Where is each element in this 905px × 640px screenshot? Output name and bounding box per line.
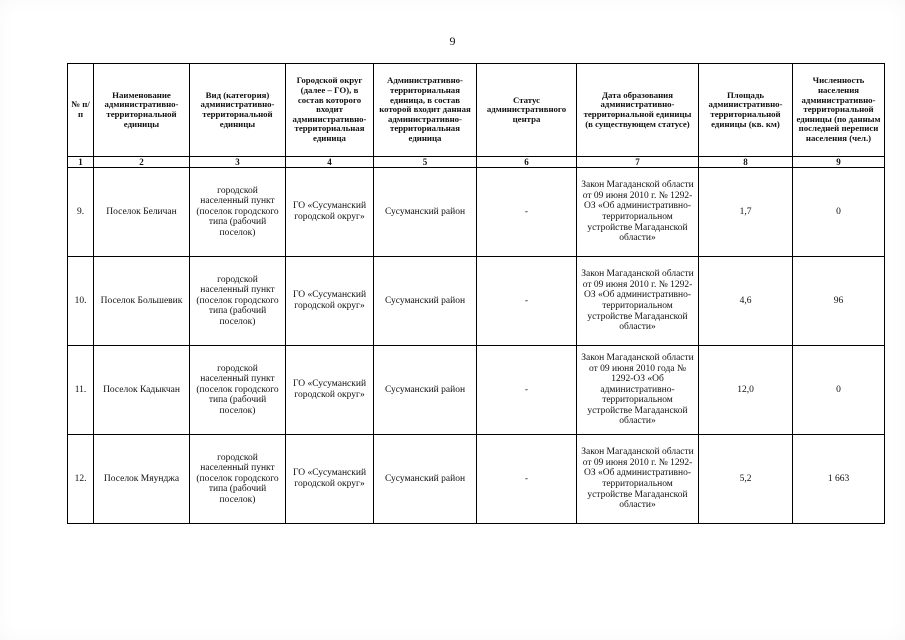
column-number: 5 bbox=[374, 157, 477, 168]
admin-center-status: - bbox=[477, 435, 577, 524]
row-number: 12. bbox=[68, 435, 94, 524]
header-parent-unit: Административно-территориальная единица, в состав которой входит данная административно-территориальная единица bbox=[374, 64, 477, 157]
admin-center-status: - bbox=[477, 257, 577, 346]
population-value: 0 bbox=[793, 346, 885, 435]
header-row bbox=[68, 64, 885, 157]
table-row bbox=[68, 257, 885, 346]
column-numbers-row bbox=[68, 157, 885, 168]
column-number: 1 bbox=[68, 157, 94, 168]
header-city-district: Городской округ (далее – ГО), в состав которого входит административно-территориальная единица bbox=[286, 64, 374, 157]
area-value: 1,7 bbox=[699, 168, 793, 257]
header-number: № п/п bbox=[68, 64, 94, 157]
parent-unit: Сусуманский район bbox=[374, 435, 477, 524]
table-row bbox=[68, 346, 885, 435]
unit-name: Поселок Беличан bbox=[94, 168, 190, 257]
row-number: 9. bbox=[68, 168, 94, 257]
area-value: 5,2 bbox=[699, 435, 793, 524]
city-district: ГО «Сусуманский городской округ» bbox=[286, 168, 374, 257]
territorial-units-table bbox=[67, 63, 885, 524]
header-name: Наименование административно-территориальной единицы bbox=[94, 64, 190, 157]
header-formation-date: Дата образования административно-территориальной единицы (в существующем статусе) bbox=[577, 64, 699, 157]
admin-center-status: - bbox=[477, 168, 577, 257]
population-value: 96 bbox=[793, 257, 885, 346]
unit-name: Поселок Большевик bbox=[94, 257, 190, 346]
parent-unit: Сусуманский район bbox=[374, 168, 477, 257]
header-population: Численность населения административно-территориальной единицы (по данным последней переписи населения (чел.) bbox=[793, 64, 885, 157]
column-number: 9 bbox=[793, 157, 885, 168]
table-row bbox=[68, 168, 885, 257]
city-district: ГО «Сусуманский городской округ» bbox=[286, 257, 374, 346]
header-admin-center-status: Статус административного центра bbox=[477, 64, 577, 157]
column-number: 6 bbox=[477, 157, 577, 168]
formation-date: Закон Магаданской области от 09 июня 2010 г. № 1292-ОЗ «Об административно-территориальном устройстве Магаданской области» bbox=[577, 435, 699, 524]
column-number: 7 bbox=[577, 157, 699, 168]
admin-center-status: - bbox=[477, 346, 577, 435]
city-district: ГО «Сусуманский городской округ» bbox=[286, 346, 374, 435]
unit-category: городской населенный пункт (поселок городского типа (рабочий поселок) bbox=[190, 346, 286, 435]
parent-unit: Сусуманский район bbox=[374, 257, 477, 346]
column-number: 4 bbox=[286, 157, 374, 168]
area-value: 12,0 bbox=[699, 346, 793, 435]
unit-category: городской населенный пункт (поселок городского типа (рабочий поселок) bbox=[190, 168, 286, 257]
population-value: 0 bbox=[793, 168, 885, 257]
column-number: 8 bbox=[699, 157, 793, 168]
unit-category: городской населенный пункт (поселок городского типа (рабочий поселок) bbox=[190, 257, 286, 346]
table-row bbox=[68, 435, 885, 524]
header-area: Площадь административно-территориальной единицы (кв. км) bbox=[699, 64, 793, 157]
area-value: 4,6 bbox=[699, 257, 793, 346]
formation-date: Закон Магаданской области от 09 июня 2010 года № 1292-ОЗ «Об административно-территориальном устройстве Магаданской области» bbox=[577, 346, 699, 435]
formation-date: Закон Магаданской области от 09 июня 2010 г. № 1292-ОЗ «Об административно-территориальном устройстве Магаданской области» bbox=[577, 168, 699, 257]
population-value: 1 663 bbox=[793, 435, 885, 524]
unit-category: городской населенный пункт (поселок городского типа (рабочий поселок) bbox=[190, 435, 286, 524]
row-number: 11. bbox=[68, 346, 94, 435]
unit-name: Поселок Кадыкчан bbox=[94, 346, 190, 435]
column-number: 3 bbox=[190, 157, 286, 168]
unit-name: Поселок Мяунджа bbox=[94, 435, 190, 524]
parent-unit: Сусуманский район bbox=[374, 346, 477, 435]
formation-date: Закон Магаданской области от 09 июня 2010 г. № 1292-ОЗ «Об административно-территориальном устройстве Магаданской области» bbox=[577, 257, 699, 346]
page-number: 9 bbox=[449, 34, 456, 48]
row-number: 10. bbox=[68, 257, 94, 346]
column-number: 2 bbox=[94, 157, 190, 168]
header-category: Вид (категория) административно-территориальной единицы bbox=[190, 64, 286, 157]
city-district: ГО «Сусуманский городской округ» bbox=[286, 435, 374, 524]
